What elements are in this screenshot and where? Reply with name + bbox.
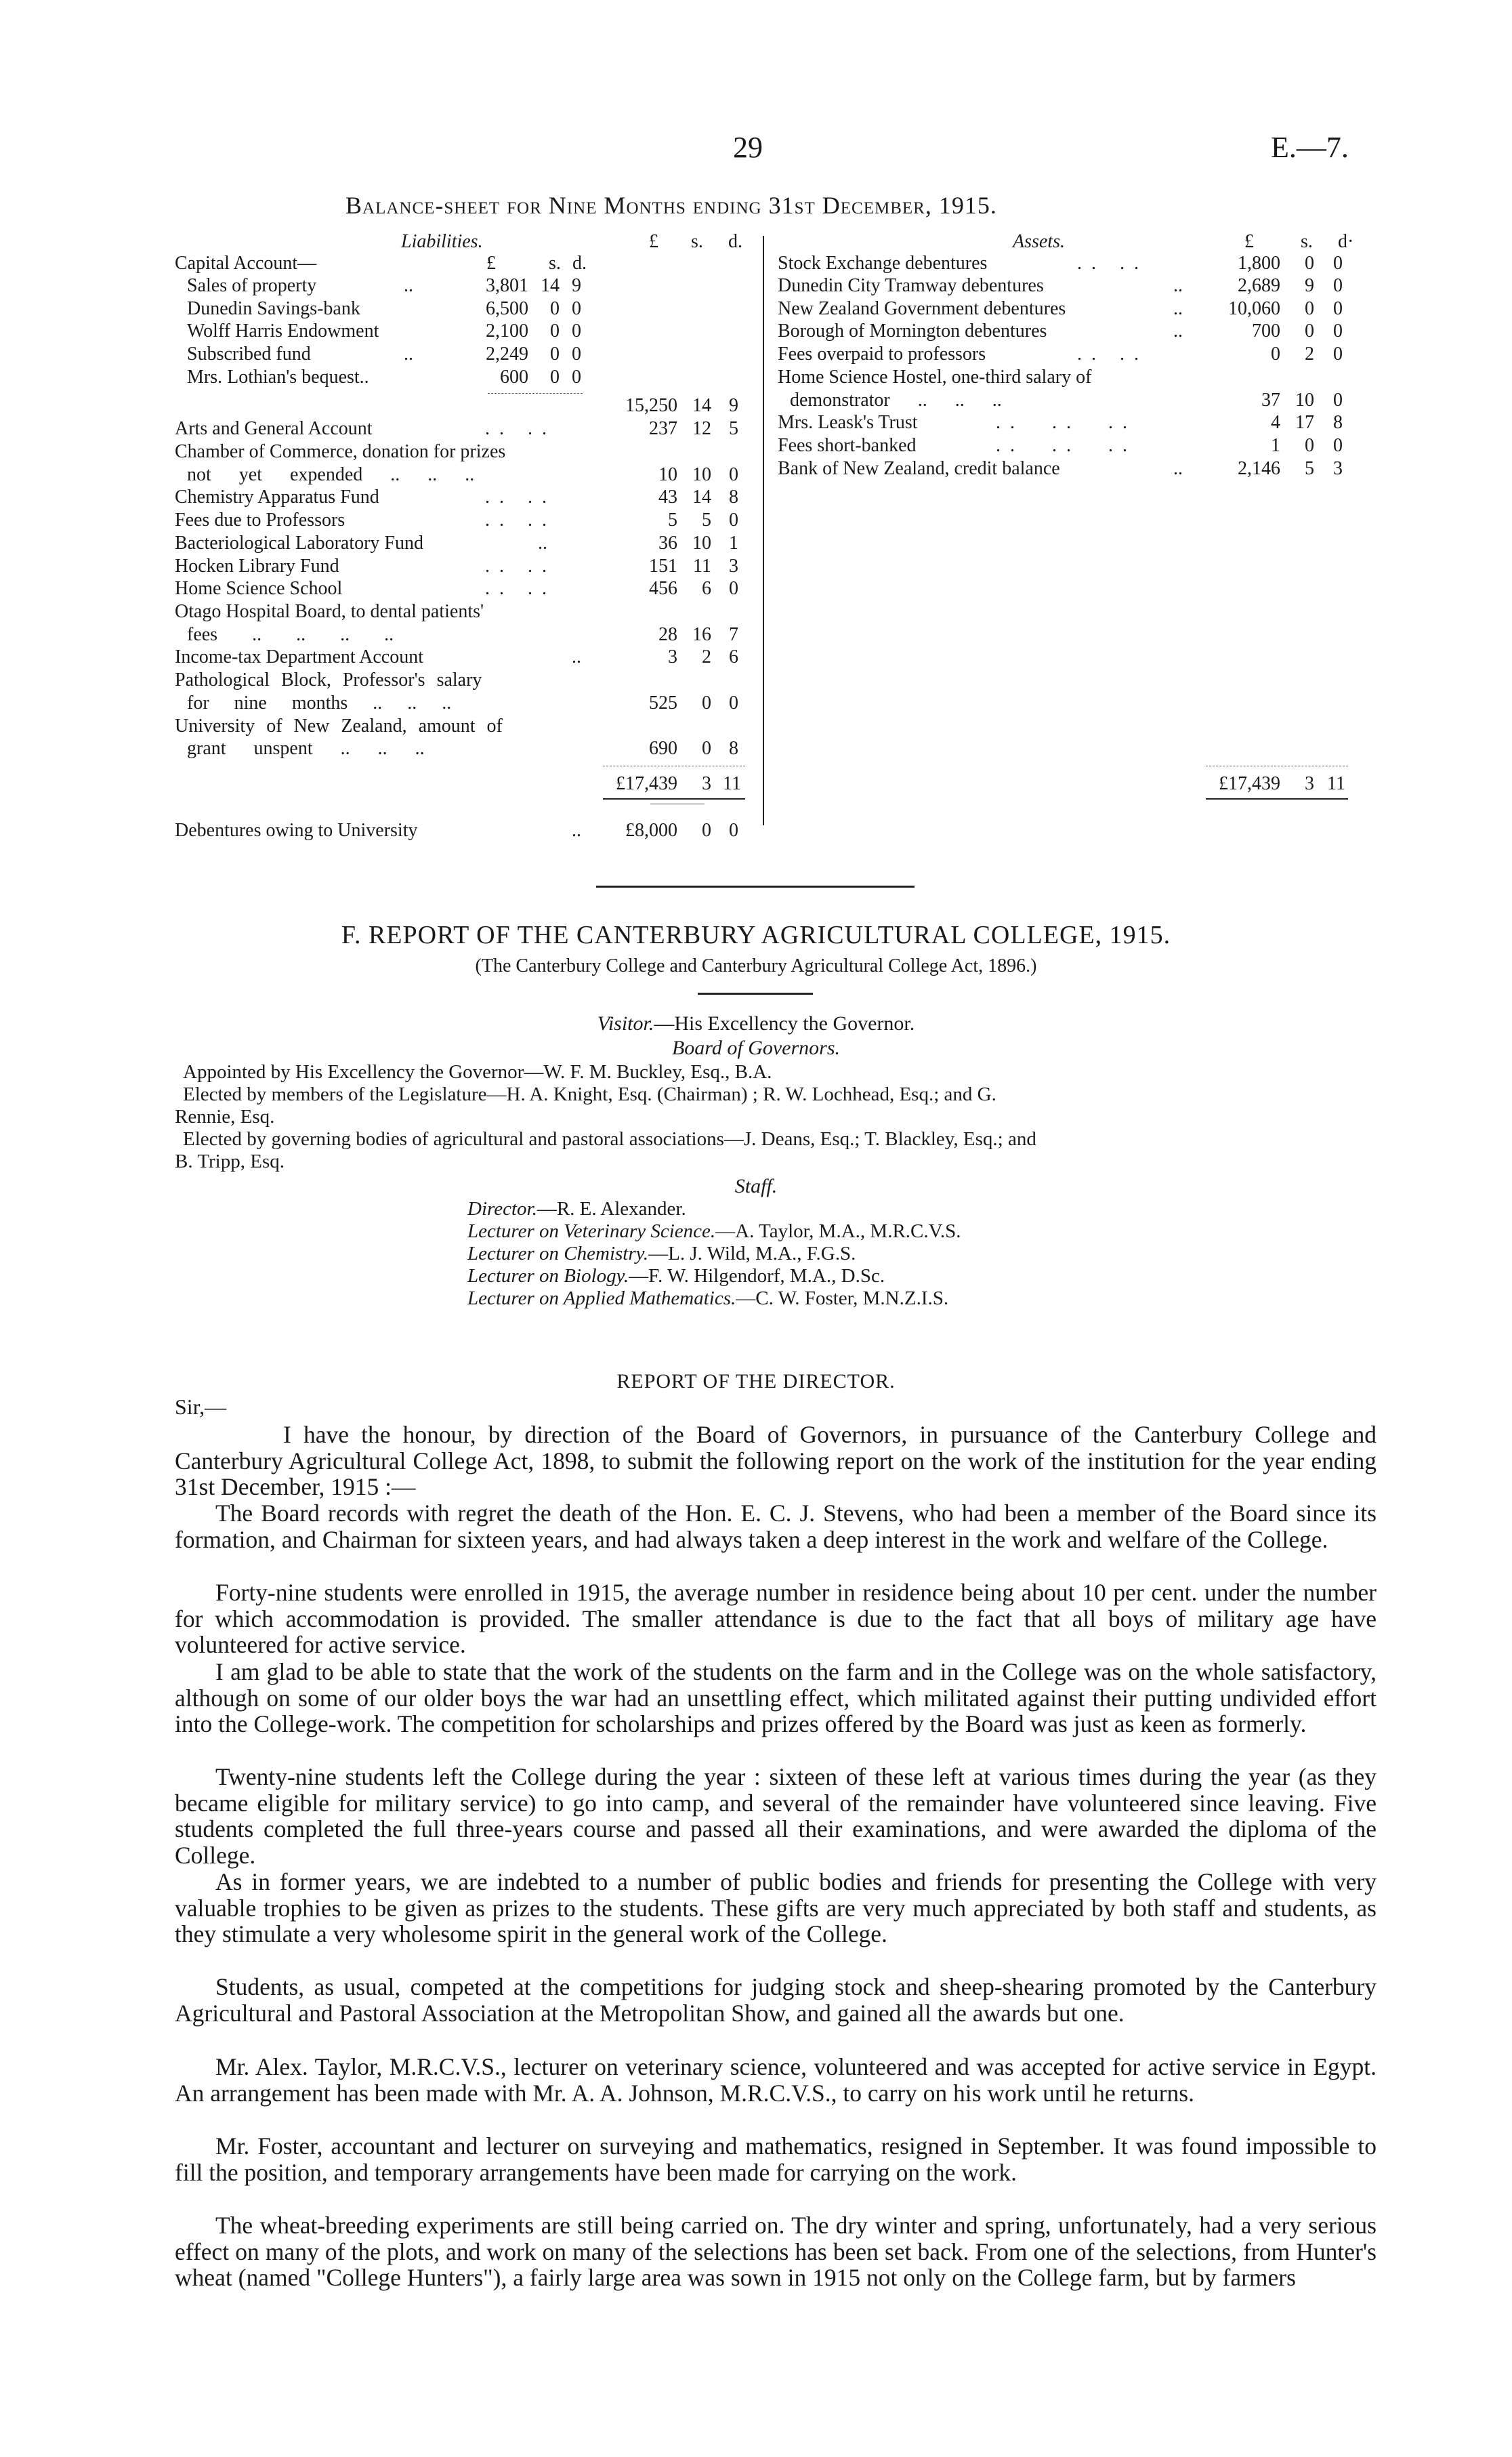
capital-item-s: 0 [550,344,560,365]
staff-line [467,1265,885,1287]
liability-d: 0 [729,464,738,485]
capital-subtotal-rule [488,393,583,394]
liabilities-total-pounds: £17,439 [616,773,677,794]
capital-item-label: Subscribed fund [187,344,311,365]
liability-d: 8 [729,738,738,759]
capital-item-pounds: 2,249 [486,344,528,365]
asset-label: Stock Exchange debentures [778,253,988,274]
asset-d: 0 [1333,321,1343,342]
liability-d: 0 [729,510,738,531]
staff-role: Lecturer on Applied Mathematics. [467,1287,736,1309]
staff-heading: Staff. [734,1175,778,1197]
liability-label: Chemistry Apparatus Fund [175,487,379,508]
liability-d: 0 [729,693,738,714]
liabilities-heading: Liabilities. [401,231,483,252]
asset-s: 0 [1305,435,1314,456]
asset-leader: .. .. .. [996,435,1137,456]
staff-line [467,1198,686,1220]
balance-sheet-divider [763,236,764,825]
liability-label: Bacteriological Laboratory Fund [175,533,423,554]
asset-s: 0 [1305,298,1314,319]
director-report-heading: REPORT OF THE DIRECTOR. [616,1370,896,1392]
staff-role: Lecturer on Biology. [467,1265,629,1287]
liability-d: 8 [729,487,738,508]
board-line: B. Tripp, Esq. [175,1151,285,1172]
capital-item-s: 0 [550,298,560,319]
liability-d: 1 [729,533,738,554]
report-paragraph: I have the honour, by direction of the Board of Governors, in pursuance of the Canterbury College and Canterbury Agricultural College Act, 1898, to submit the following report on the work of the institution for the year ending 31st December, 1915 :— [175,1421,1377,1500]
capital-item-s: 0 [550,367,560,388]
capital-item-pounds: 2,100 [486,321,528,342]
asset-label: Mrs. Leask's Trust [778,412,918,433]
capital-account-label: Capital Account— [175,253,317,274]
report-paragraph: Mr. Alex. Taylor, M.R.C.V.S., lecturer on veterinary science, volunteered and was accepted for active service in Egypt. An arrangement has been made with Mr. A. A. Johnson, M.R.C.V.S., to carry on his work until he returns. [175,2053,1377,2107]
capital-item-d: 0 [572,321,581,342]
liability-d: 7 [729,624,738,645]
report-paragraph: The wheat-breeding experiments are still being carried on. The dry winter and spring, unfortunately, had a very serious effect on many of the plots, and work on many of the selections has been set back. From one of the selections, from Hunter's wheat (named "College Hunters"), a fairly large area was sown in 1915 not only on the College farm, but by farmers [175,2212,1377,2291]
asset-s: 0 [1305,321,1314,342]
asset-d: 8 [1333,412,1343,433]
report-paragraph: As in former years, we are indebted to a number of public bodies and friends for presenting the College with very valuable trophies to be given as prizes to the students. These gifts are very much appreciated by both staff and students, as they stimulate a very wholesome spirit in the general work of the College. [175,1868,1377,1947]
assets-total-s: 3 [1305,773,1314,794]
staff-name: —R. E. Alexander. [537,1198,686,1220]
staff-name: —F. W. Hilgendorf, M.A., D.Sc. [629,1265,885,1287]
staff-line [467,1287,948,1310]
capital-item-s: 14 [541,275,560,296]
capital-item-d: 9 [572,275,581,296]
report-paragraph: Forty-nine students were enrolled in 1915, the average number in residence being about 10 per cent. under the number for which accommodation is provided. The smaller attendance is due to the fact that all boys of military age have volunteered for active service. [175,1579,1377,1658]
liability-label: Hocken Library Fund [175,556,339,577]
report-paragraph: The Board records with regret the death of the Hon. E. C. J. Stevens, who had been a member of the Board since its formation, and Chairman for sixteen years, and had always taken a deep interest in the work and welfare of the College. [175,1500,1377,1553]
liability-label: Home Science School [175,578,343,599]
asset-s: 10 [1295,390,1314,411]
liabilities-total-s: 3 [702,773,711,794]
capital-item-leader: .. [404,275,413,296]
staff-line [467,1243,856,1265]
asset-d: 0 [1333,275,1343,296]
liability-leader: .. .. [485,510,556,531]
liability-leader: .. .. [485,418,556,439]
liability-d: 3 [729,556,738,577]
asset-pounds: 10,060 [1228,298,1280,319]
asset-d: 0 [1333,435,1343,456]
debentures-pounds: £8,000 [625,820,677,841]
visitor-line [102,1012,1410,1035]
capital-item-label: Mrs. Lothian's bequest.. [187,367,369,388]
assets-double-rule [1206,798,1348,800]
staff-line [467,1220,961,1243]
capital-col-s: s. [549,253,561,274]
liability-s: 11 [693,556,711,577]
asset-d: 0 [1333,344,1343,365]
debentures-s: 0 [702,820,711,841]
capital-item-label: Wolff Harris Endowment [187,321,379,342]
staff-name: —A. Taylor, M.A., M.R.C.V.S. [715,1220,961,1242]
liability-pounds: 237 [649,418,677,439]
report-paragraph: Mr. Foster, accountant and lecturer on surveying and mathematics, resigned in September. It was found impossible to fill the position, and temporary arrangements have been made for carrying on the work. [175,2132,1377,2186]
asset-pounds: 0 [1271,344,1280,365]
liabilities-double-rule [603,798,745,800]
staff-role: Lecturer on Veterinary Science. [467,1220,716,1242]
liability-pounds: 151 [649,556,677,577]
asset-label-cont: demonstrator .. .. .. [790,390,1002,411]
staff-name: —C. W. Foster, M.N.Z.I.S. [736,1287,949,1309]
asset-d: 0 [1333,390,1343,411]
liability-d: 6 [729,646,738,667]
asset-leader: .. .. .. [996,412,1137,433]
debentures-leader: .. [572,820,581,841]
report-title: F. REPORT OF THE CANTERBURY AGRICULTURAL COLLEGE, 1915. [341,921,1171,949]
liability-pounds: 3 [668,646,677,667]
board-line: Appointed by His Excellency the Governor—W. F. M. Buckley, Esq., B.A. [183,1061,772,1083]
asset-s: 2 [1305,344,1314,365]
asset-leader: .. .. [1077,253,1148,274]
visitor-label: Visitor. [597,1012,654,1035]
liability-s: 10 [692,464,711,485]
title-rule [698,993,813,995]
visitor-name: —His Excellency the Governor. [654,1012,915,1035]
asset-label: Dunedin City Tramway debentures [778,275,1044,296]
debentures-label: Debentures owing to University [175,820,418,841]
capital-item-d: 0 [572,344,581,365]
assets-col-d-heading: d· [1338,231,1354,252]
liabilities-col-pounds-heading: £ [649,231,658,252]
liability-pounds: 28 [658,624,677,645]
report-paragraph: I am glad to be able to state that the work of the students on the farm and in the College was on the whole satisfactory, although on some of our older boys the war had an unsettling effect, which militated against their putting undivided effort into the College-work. The competition for scholarships and prizes offered by the Board was just as keen as formerly. [175,1658,1377,1737]
report-paragraph: Twenty-nine students left the College during the year : sixteen of these left at various times during the year (as they became eligible for military service) to go into camp, and several of the remainder have volunteered since leaving. Five students completed the full three-years course and passed all their examinations, and were awarded the diploma of the College. [175,1763,1377,1869]
liability-leader: .. [572,646,581,667]
board-line: Rennie, Esq. [175,1106,275,1128]
liability-label: Otago Hospital Board, to dental patients' [175,601,484,622]
section-divider [596,886,915,888]
assets-total-d: 11 [1327,773,1345,794]
liability-label: University of New Zealand, amount of [175,716,503,737]
asset-label: Fees overpaid to professors [778,344,986,365]
liability-d: 5 [729,418,738,439]
report-paragraph: Students, as usual, competed at the competitions for judging stock and sheep-shearing promoted by the Canterbury Agricultural and Pastoral Association at the Metropolitan Show, and gained all the awards but one. [175,1973,1377,2027]
asset-label: New Zealand Government debentures [778,298,1066,319]
asset-leader: .. [1173,321,1183,342]
asset-pounds: 2,689 [1238,275,1280,296]
liability-s: 2 [702,646,711,667]
liabilities-col-d-heading: d. [728,231,742,252]
liability-d: 0 [729,578,738,599]
liability-label: Arts and General Account [175,418,373,439]
asset-leader: .. [1173,458,1183,479]
asset-label: Borough of Mornington debentures [778,321,1047,342]
liabilities-total-d: 11 [723,773,741,794]
assets-col-s-heading: s. [1301,231,1313,252]
assets-heading: Assets. [1013,231,1065,252]
staff-name: —L. J. Wild, M.A., F.G.S. [648,1243,856,1264]
liability-s: 5 [702,510,711,531]
asset-pounds: 1 [1271,435,1280,456]
asset-label: Home Science Hostel, one-third salary of [778,367,1092,388]
asset-pounds: 1,800 [1238,253,1280,274]
capital-total-pounds: 15,250 [625,395,677,416]
liability-pounds: 36 [658,533,677,554]
liability-label-cont: for nine months .. .. .. [187,693,452,714]
liability-label: Chamber of Commerce, donation for prizes [175,441,506,462]
debentures-d: 0 [729,820,738,841]
liability-s: 0 [702,738,711,759]
capital-col-d: d. [572,253,587,274]
report-subtitle: (The Canterbury College and Canterbury Agricultural College Act, 1896.) [475,955,1037,976]
liability-leader: .. [538,533,547,554]
liability-s: 16 [692,624,711,645]
liability-label-cont: not yet expended .. .. .. [187,464,475,485]
asset-s: 5 [1305,458,1314,479]
liability-pounds: 10 [658,464,677,485]
asset-d: 0 [1333,298,1343,319]
liabilities-col-s-heading: s. [691,231,703,252]
document-code: E.—7. [1271,131,1349,164]
liability-s: 14 [692,487,711,508]
asset-pounds: 37 [1261,390,1280,411]
liability-label: Pathological Block, Professor's salary [175,669,482,690]
asset-pounds: 2,146 [1238,458,1280,479]
asset-label: Fees short-banked [778,435,917,456]
liability-pounds: 690 [649,738,677,759]
liability-label: Income-tax Department Account [175,646,423,667]
capital-item-pounds: 3,801 [486,275,528,296]
asset-leader: .. .. [1077,344,1148,365]
assets-total-pounds: £17,439 [1219,773,1280,794]
capital-item-pounds: 600 [500,367,528,388]
capital-item-label: Sales of property [187,275,317,296]
salutation: Sir,— [175,1395,227,1419]
liability-leader: .. .. [485,556,556,577]
asset-label: Bank of New Zealand, credit balance [778,458,1060,479]
asset-d: 0 [1333,253,1343,274]
board-heading: Board of Governors. [671,1037,841,1059]
liability-label-cont: grant unspent .. .. .. [187,738,425,759]
capital-item-s: 0 [550,321,560,342]
liability-s: 0 [702,693,711,714]
liability-pounds: 5 [668,510,677,531]
capital-total-d: 9 [729,395,738,416]
staff-role: Director. [467,1198,537,1220]
liability-leader: .. .. [485,487,556,508]
capital-item-leader: .. [404,344,413,365]
assets-col-pounds-heading: £ [1244,231,1254,252]
balance-sheet-title: Balance-sheet for Nine Months ending 31st December, 1915. [345,192,997,219]
liability-label: Fees due to Professors [175,510,345,531]
capital-item-pounds: 6,500 [486,298,528,319]
asset-s: 9 [1305,275,1314,296]
liability-pounds: 456 [649,578,677,599]
liability-pounds: 43 [658,487,677,508]
liability-s: 12 [692,418,711,439]
board-line: Elected by members of the Legislature—H. A. Knight, Esq. (Chairman) ; R. W. Lochhead, Esq.; and G. [183,1083,996,1105]
capital-col-pounds: £ [486,253,496,274]
asset-s: 0 [1305,253,1314,274]
asset-leader: .. [1173,275,1183,296]
staff-role: Lecturer on Chemistry. [467,1243,649,1264]
capital-item-label: Dunedin Savings-bank [187,298,360,319]
liability-s: 10 [692,533,711,554]
liability-leader: .. .. [485,578,556,599]
capital-total-s: 14 [692,395,711,416]
capital-item-d: 0 [572,298,581,319]
capital-item-d: 0 [572,367,581,388]
board-line: Elected by governing bodies of agricultural and pastoral associations—J. Deans, Esq.; T. Blackley, Esq.; and [183,1128,1036,1150]
asset-pounds: 4 [1271,412,1280,433]
asset-leader: .. [1173,298,1183,319]
liability-pounds: 525 [649,693,677,714]
asset-s: 17 [1295,412,1314,433]
asset-d: 3 [1333,458,1343,479]
liability-s: 6 [702,578,711,599]
asset-pounds: 700 [1252,321,1280,342]
page-number: 29 [733,131,763,164]
liability-label-cont: fees .. .. .. .. [187,624,394,645]
